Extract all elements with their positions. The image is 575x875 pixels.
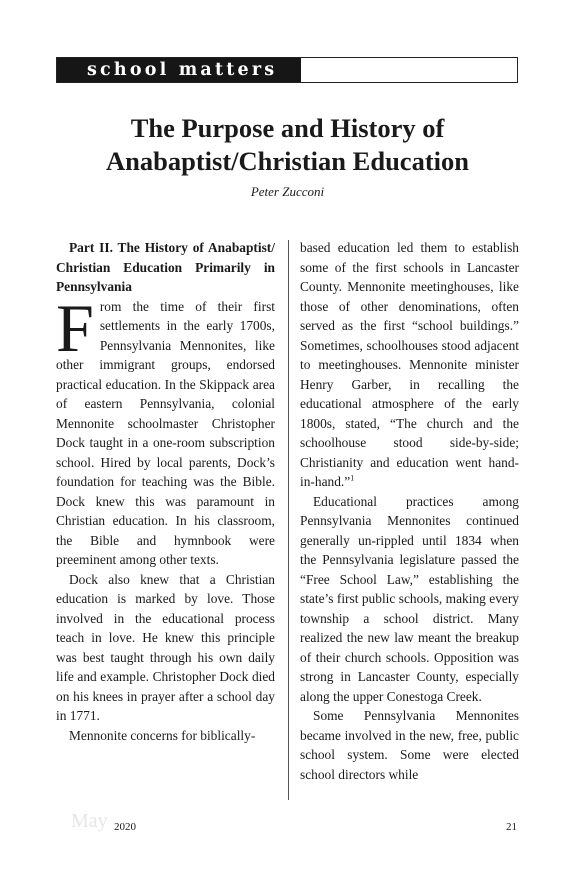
footer-year: 2020 bbox=[114, 821, 136, 833]
paragraph-continued-text: based education led them to establish some of the first schools in Lancaster County. Mennonite meetinghouses, like those of other denominations, often served as the first “school buildings.” Sometimes, schoolhouses stood adjacent to meetinghouses. Mennonite minister Henry Garber, in recalling the educational atmosphere of the early 1800s, stated, “The church and the schoolhouse stood side-by-side; Christianity and education went hand-in-hand.” bbox=[300, 240, 519, 489]
paragraph-continued bbox=[300, 238, 519, 492]
section-label: school matters bbox=[57, 58, 301, 82]
column-divider bbox=[288, 240, 289, 800]
left-column bbox=[56, 238, 275, 745]
section-banner-blank bbox=[301, 58, 517, 82]
title-line-2: Anabaptist/Christian Education bbox=[106, 146, 469, 176]
footer-month: May bbox=[71, 810, 108, 832]
section-subhead: Part II. The History of Anabaptist/ Christian Education Primarily in Pennsylvania bbox=[56, 240, 275, 294]
section-banner bbox=[56, 57, 518, 83]
footnote-ref: 1 bbox=[350, 473, 355, 483]
paragraph-1 bbox=[56, 289, 275, 570]
paragraph-2: Dock also knew that a Christian education is marked by love. Those involved in the educational process teach in love. He knew this principle was best taught through his own daily life and example. Christopher Dock died on his knees in prayer after a school day in 1771. bbox=[56, 571, 275, 723]
paragraph-1-text: rom the time of their first settlements in the early 1700s, Pennsylvania Mennonites, like other immigrant groups, endorsed practical education. In the Skippack area of eastern Pennsylvania, colonial Mennonite schoolmaster Christopher Dock taught in a one-room subscription school. Hired by local parents, Dock’s foundation for teaching was the Bible. Dock knew this was paramount in Christian education. In his classroom, the Bible and hymnbook were preeminent among other texts. bbox=[56, 298, 275, 567]
author-byline: Peter Zucconi bbox=[250, 184, 325, 199]
title-line-1: The Purpose and History of bbox=[130, 113, 445, 143]
paragraph-4: Educational practices among Pennsylvania Mennonites continued generally un-rippled until 1834 when the Pennsylvania legislature passed the “Free School Law,” establishing the state’s first public schools, making every township a school district. Many realized the new law meant the breakup of their church schools. Opposition was strong in Lancaster County, especially along the upper Conestoga Creek. bbox=[300, 493, 519, 704]
right-column bbox=[300, 238, 519, 784]
paragraph-5: Some Pennsylvania Mennonites became involved in the new, free, public school system. Some were elected school directors while bbox=[300, 708, 519, 782]
article-title bbox=[0, 112, 575, 178]
page-number: 21 bbox=[506, 821, 517, 833]
drop-cap: F bbox=[56, 289, 94, 366]
paragraph-3: Mennonite concerns for biblically- bbox=[69, 727, 256, 743]
